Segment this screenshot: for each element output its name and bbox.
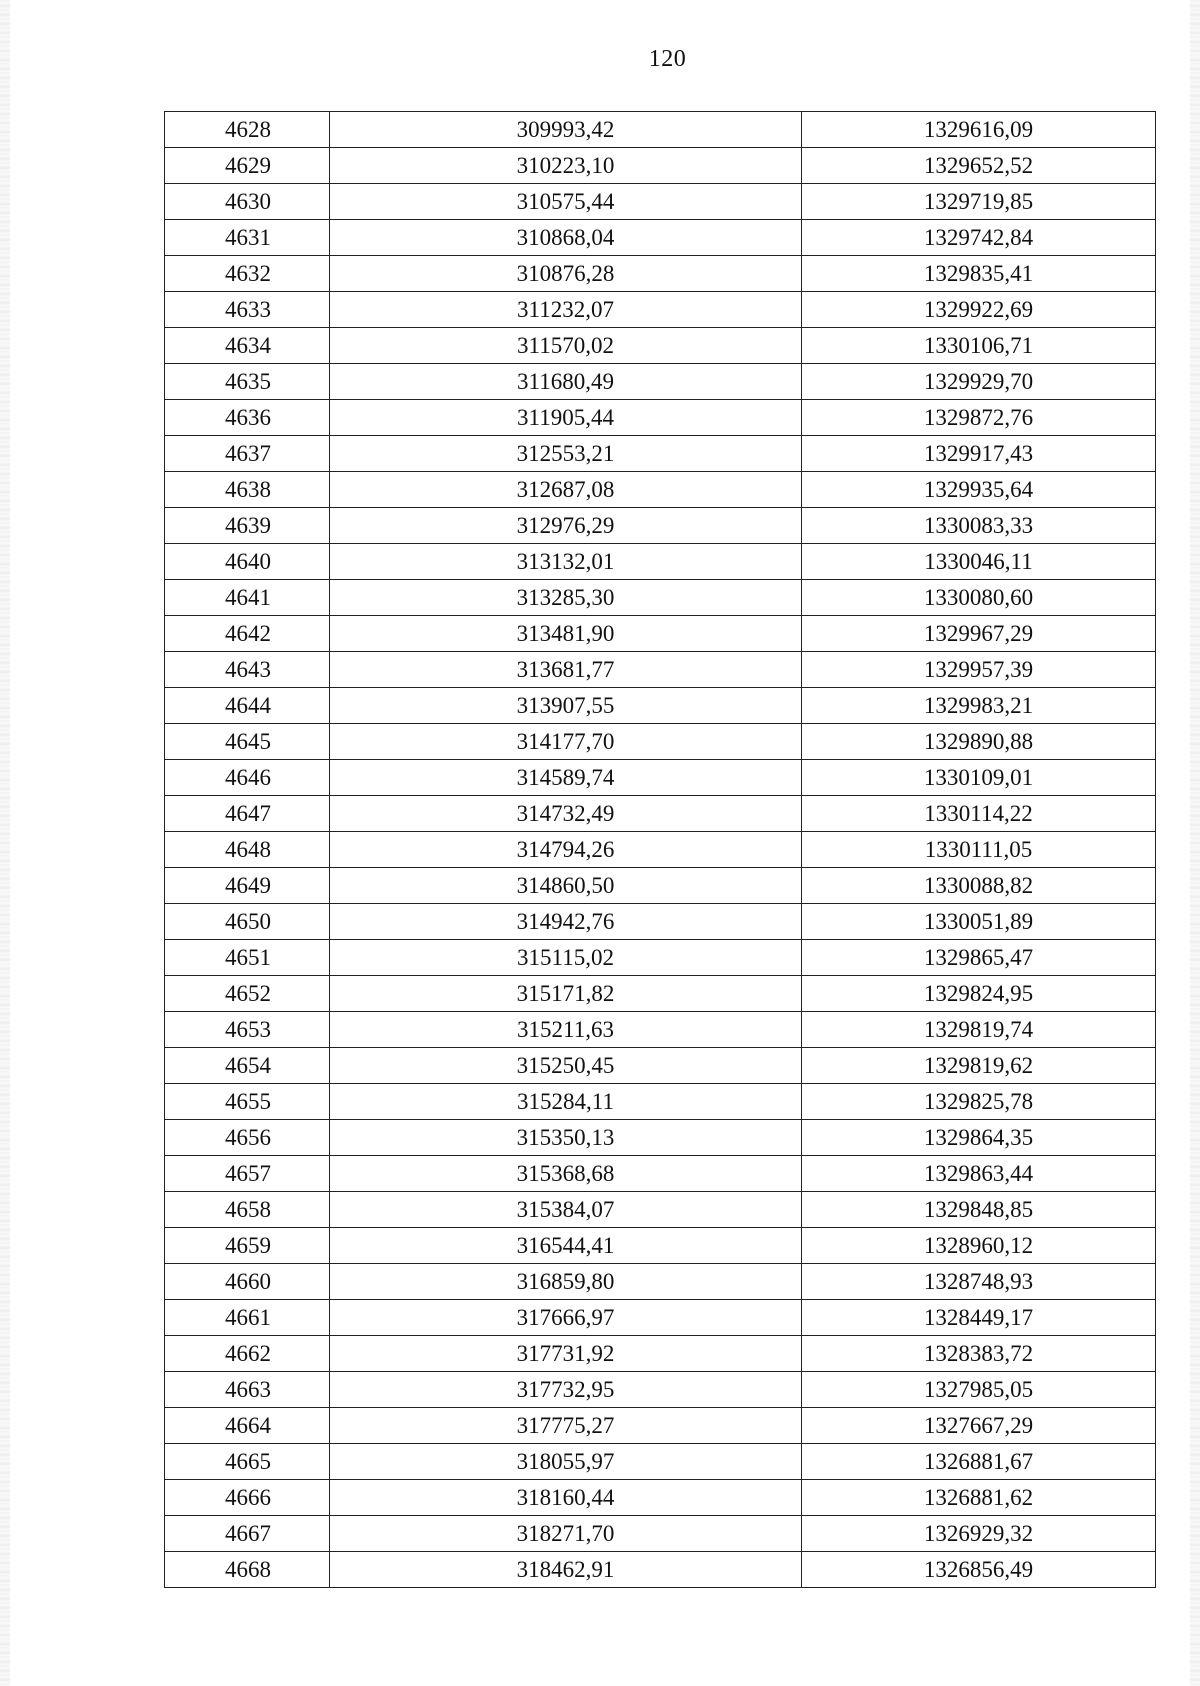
- y-coordinate-cell: 1329819,62: [802, 1048, 1156, 1084]
- x-coordinate-cell: 315115,02: [330, 940, 802, 976]
- table-row: [165, 1444, 1156, 1480]
- x-coordinate-cell: 313132,01: [330, 544, 802, 580]
- x-coordinate-cell: 312553,21: [330, 436, 802, 472]
- x-coordinate-cell: 315250,45: [330, 1048, 802, 1084]
- table-row: [165, 1300, 1156, 1336]
- point-number-cell: 4658: [165, 1192, 330, 1228]
- point-number-cell: 4641: [165, 580, 330, 616]
- point-number-cell: 4633: [165, 292, 330, 328]
- y-coordinate-cell: 1328383,72: [802, 1336, 1156, 1372]
- table-row: [165, 1192, 1156, 1228]
- point-number-cell: 4637: [165, 436, 330, 472]
- table-row: [165, 544, 1156, 580]
- point-number-cell: 4660: [165, 1264, 330, 1300]
- point-number-cell: 4661: [165, 1300, 330, 1336]
- table-row: [165, 616, 1156, 652]
- table-row: [165, 148, 1156, 184]
- x-coordinate-cell: 311680,49: [330, 364, 802, 400]
- x-coordinate-cell: 312976,29: [330, 508, 802, 544]
- x-coordinate-cell: 310868,04: [330, 220, 802, 256]
- x-coordinate-cell: 315350,13: [330, 1120, 802, 1156]
- table-row: [165, 868, 1156, 904]
- x-coordinate-cell: 310223,10: [330, 148, 802, 184]
- y-coordinate-cell: 1328748,93: [802, 1264, 1156, 1300]
- x-coordinate-cell: 312687,08: [330, 472, 802, 508]
- point-number-cell: 4665: [165, 1444, 330, 1480]
- table-row: [165, 760, 1156, 796]
- point-number-cell: 4636: [165, 400, 330, 436]
- y-coordinate-cell: 1326881,62: [802, 1480, 1156, 1516]
- table-row: [165, 940, 1156, 976]
- table-body: [165, 112, 1156, 1588]
- point-number-cell: 4668: [165, 1552, 330, 1588]
- point-number-cell: 4655: [165, 1084, 330, 1120]
- x-coordinate-cell: 314732,49: [330, 796, 802, 832]
- y-coordinate-cell: 1330080,60: [802, 580, 1156, 616]
- x-coordinate-cell: 313907,55: [330, 688, 802, 724]
- point-number-cell: 4629: [165, 148, 330, 184]
- point-number-cell: 4653: [165, 1012, 330, 1048]
- y-coordinate-cell: 1328960,12: [802, 1228, 1156, 1264]
- x-coordinate-cell: 315211,63: [330, 1012, 802, 1048]
- table-row: [165, 688, 1156, 724]
- scan-edge-left: [0, 0, 10, 1686]
- x-coordinate-cell: 317666,97: [330, 1300, 802, 1336]
- y-coordinate-cell: 1330109,01: [802, 760, 1156, 796]
- table-row: [165, 904, 1156, 940]
- point-number-cell: 4646: [165, 760, 330, 796]
- table-row: [165, 1120, 1156, 1156]
- y-coordinate-cell: 1329983,21: [802, 688, 1156, 724]
- y-coordinate-cell: 1330083,33: [802, 508, 1156, 544]
- y-coordinate-cell: 1326856,49: [802, 1552, 1156, 1588]
- y-coordinate-cell: 1329957,39: [802, 652, 1156, 688]
- y-coordinate-cell: 1329835,41: [802, 256, 1156, 292]
- x-coordinate-cell: 315384,07: [330, 1192, 802, 1228]
- point-number-cell: 4638: [165, 472, 330, 508]
- y-coordinate-cell: 1329872,76: [802, 400, 1156, 436]
- point-number-cell: 4659: [165, 1228, 330, 1264]
- x-coordinate-cell: 314177,70: [330, 724, 802, 760]
- table-row: [165, 256, 1156, 292]
- x-coordinate-cell: 317775,27: [330, 1408, 802, 1444]
- y-coordinate-cell: 1329864,35: [802, 1120, 1156, 1156]
- y-coordinate-cell: 1329967,29: [802, 616, 1156, 652]
- point-number-cell: 4642: [165, 616, 330, 652]
- x-coordinate-cell: 318055,97: [330, 1444, 802, 1480]
- table-row: [165, 436, 1156, 472]
- x-coordinate-cell: 315368,68: [330, 1156, 802, 1192]
- point-number-cell: 4640: [165, 544, 330, 580]
- x-coordinate-cell: 311232,07: [330, 292, 802, 328]
- table-row: [165, 1552, 1156, 1588]
- table-row: [165, 832, 1156, 868]
- table-row: [165, 652, 1156, 688]
- table-row: [165, 472, 1156, 508]
- coordinates-table: [164, 111, 1156, 1588]
- table-row: [165, 724, 1156, 760]
- table-row: [165, 1516, 1156, 1552]
- coordinates-table-container: [164, 111, 1156, 1588]
- point-number-cell: 4656: [165, 1120, 330, 1156]
- point-number-cell: 4630: [165, 184, 330, 220]
- scan-edge-right: [1190, 0, 1200, 1686]
- x-coordinate-cell: 313681,77: [330, 652, 802, 688]
- table-row: [165, 796, 1156, 832]
- x-coordinate-cell: 309993,42: [330, 112, 802, 148]
- x-coordinate-cell: 310575,44: [330, 184, 802, 220]
- point-number-cell: 4651: [165, 940, 330, 976]
- point-number-cell: 4663: [165, 1372, 330, 1408]
- x-coordinate-cell: 315171,82: [330, 976, 802, 1012]
- y-coordinate-cell: 1330046,11: [802, 544, 1156, 580]
- y-coordinate-cell: 1329935,64: [802, 472, 1156, 508]
- y-coordinate-cell: 1329848,85: [802, 1192, 1156, 1228]
- y-coordinate-cell: 1326881,67: [802, 1444, 1156, 1480]
- point-number-cell: 4645: [165, 724, 330, 760]
- x-coordinate-cell: 315284,11: [330, 1084, 802, 1120]
- table-row: [165, 364, 1156, 400]
- table-row: [165, 508, 1156, 544]
- y-coordinate-cell: 1329819,74: [802, 1012, 1156, 1048]
- table-row: [165, 400, 1156, 436]
- point-number-cell: 4667: [165, 1516, 330, 1552]
- point-number-cell: 4639: [165, 508, 330, 544]
- y-coordinate-cell: 1329922,69: [802, 292, 1156, 328]
- table-row: [165, 220, 1156, 256]
- x-coordinate-cell: 314860,50: [330, 868, 802, 904]
- y-coordinate-cell: 1329865,47: [802, 940, 1156, 976]
- table-row: [165, 1156, 1156, 1192]
- y-coordinate-cell: 1329824,95: [802, 976, 1156, 1012]
- table-row: [165, 1408, 1156, 1444]
- table-row: [165, 1012, 1156, 1048]
- point-number-cell: 4632: [165, 256, 330, 292]
- y-coordinate-cell: 1329616,09: [802, 112, 1156, 148]
- x-coordinate-cell: 314589,74: [330, 760, 802, 796]
- point-number-cell: 4654: [165, 1048, 330, 1084]
- y-coordinate-cell: 1330111,05: [802, 832, 1156, 868]
- point-number-cell: 4649: [165, 868, 330, 904]
- table-row: [165, 1084, 1156, 1120]
- y-coordinate-cell: 1329929,70: [802, 364, 1156, 400]
- x-coordinate-cell: 318271,70: [330, 1516, 802, 1552]
- table-row: [165, 1228, 1156, 1264]
- x-coordinate-cell: 317732,95: [330, 1372, 802, 1408]
- table-row: [165, 292, 1156, 328]
- table-row: [165, 1264, 1156, 1300]
- table-row: [165, 976, 1156, 1012]
- y-coordinate-cell: 1327985,05: [802, 1372, 1156, 1408]
- x-coordinate-cell: 316859,80: [330, 1264, 802, 1300]
- y-coordinate-cell: 1328449,17: [802, 1300, 1156, 1336]
- y-coordinate-cell: 1329825,78: [802, 1084, 1156, 1120]
- x-coordinate-cell: 318160,44: [330, 1480, 802, 1516]
- x-coordinate-cell: 316544,41: [330, 1228, 802, 1264]
- y-coordinate-cell: 1329917,43: [802, 436, 1156, 472]
- y-coordinate-cell: 1329652,52: [802, 148, 1156, 184]
- point-number-cell: 4628: [165, 112, 330, 148]
- y-coordinate-cell: 1327667,29: [802, 1408, 1156, 1444]
- point-number-cell: 4662: [165, 1336, 330, 1372]
- y-coordinate-cell: 1329742,84: [802, 220, 1156, 256]
- table-row: [165, 184, 1156, 220]
- x-coordinate-cell: 313285,30: [330, 580, 802, 616]
- point-number-cell: 4664: [165, 1408, 330, 1444]
- point-number-cell: 4643: [165, 652, 330, 688]
- point-number-cell: 4666: [165, 1480, 330, 1516]
- page-number: 120: [648, 46, 687, 72]
- point-number-cell: 4657: [165, 1156, 330, 1192]
- point-number-cell: 4634: [165, 328, 330, 364]
- y-coordinate-cell: 1329863,44: [802, 1156, 1156, 1192]
- x-coordinate-cell: 310876,28: [330, 256, 802, 292]
- table-row: [165, 580, 1156, 616]
- y-coordinate-cell: 1330114,22: [802, 796, 1156, 832]
- table-row: [165, 1048, 1156, 1084]
- y-coordinate-cell: 1329719,85: [802, 184, 1156, 220]
- table-row: [165, 1336, 1156, 1372]
- x-coordinate-cell: 311570,02: [330, 328, 802, 364]
- table-row: [165, 1480, 1156, 1516]
- point-number-cell: 4647: [165, 796, 330, 832]
- table-row: [165, 1372, 1156, 1408]
- x-coordinate-cell: 318462,91: [330, 1552, 802, 1588]
- point-number-cell: 4650: [165, 904, 330, 940]
- y-coordinate-cell: 1326929,32: [802, 1516, 1156, 1552]
- point-number-cell: 4631: [165, 220, 330, 256]
- y-coordinate-cell: 1330106,71: [802, 328, 1156, 364]
- point-number-cell: 4652: [165, 976, 330, 1012]
- point-number-cell: 4648: [165, 832, 330, 868]
- point-number-cell: 4635: [165, 364, 330, 400]
- table-row: [165, 112, 1156, 148]
- x-coordinate-cell: 311905,44: [330, 400, 802, 436]
- y-coordinate-cell: 1330088,82: [802, 868, 1156, 904]
- x-coordinate-cell: 317731,92: [330, 1336, 802, 1372]
- x-coordinate-cell: 313481,90: [330, 616, 802, 652]
- y-coordinate-cell: 1330051,89: [802, 904, 1156, 940]
- x-coordinate-cell: 314942,76: [330, 904, 802, 940]
- y-coordinate-cell: 1329890,88: [802, 724, 1156, 760]
- table-row: [165, 328, 1156, 364]
- point-number-cell: 4644: [165, 688, 330, 724]
- x-coordinate-cell: 314794,26: [330, 832, 802, 868]
